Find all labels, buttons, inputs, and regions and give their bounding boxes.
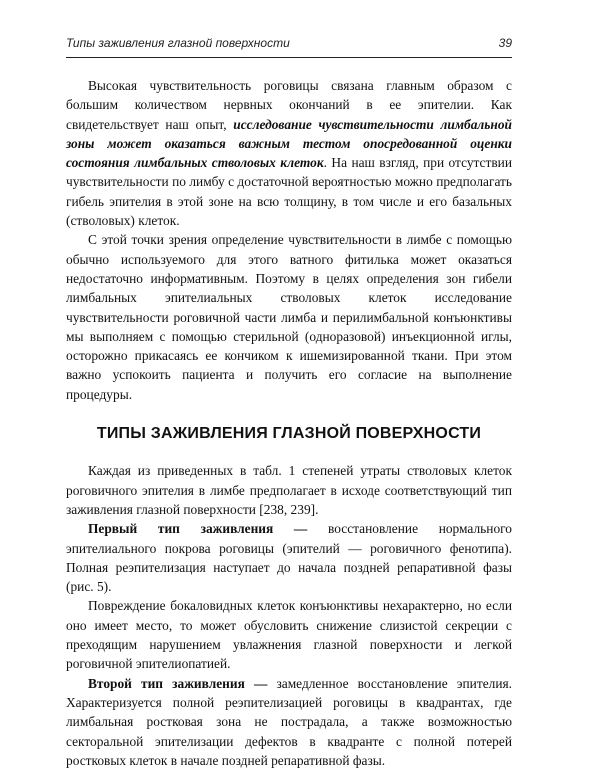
paragraph-1-text-a: Высокая чувствительность роговицы связана главным образом с большим количеством нервных окончаний в ее эпителии. Как свидетельствует наш опыт, <box>66 78 512 132</box>
paragraph-6-text: замедленное восстановление эпителия. Характеризуется полной реэпителизацией роговицы в квадрантах, где лимбальная ростковая зона не пострадала, а также возможностью секторальной эпителизации дефектов в квадранте с полной потерей ростковых клеток в начале поздней репаративной фазы. <box>66 675 512 768</box>
paragraph-6 <box>66 674 512 770</box>
paragraph-4 <box>66 519 512 596</box>
paragraph-5: Повреждение бокаловидных клеток конъюнктивы нехарактерно, но если оно имеет место, то может обусловить снижение слизистой секреции с преходящим нарушением увлажнения глазной поверхности и легкой роговичной эпителиопатией. <box>66 598 512 672</box>
paragraph-2: С этой точки зрения определение чувствительности в лимбе с помощью обычно используемого для этого ватного фитилька может оказаться недостаточно информативным. Поэтому в целях определения зон гибели лимбальных эпителиальных стволовых клеток исследование чувствительности роговичной части лимба и перилимбальной конъюнктивы мы выполняем с помощью стерильной (одноразовой) инъекционной иглы, осторожно прикасаясь ее кончиком к ишемизированной ткани. При этом важно успокоить пациента и получить его согласие на выполнение процедуры. <box>66 232 512 402</box>
paragraph-1-emphasis: исследование чувствительности лимбальной зоны может оказаться важным тестом опосредованной оценки состояния лимбальных стволовых клеток <box>66 116 512 171</box>
page-number: 39 <box>498 36 512 50</box>
paragraph-1 <box>66 76 512 230</box>
section-heading: ТИПЫ ЗАЖИВЛЕНИЯ ГЛАЗНОЙ ПОВЕРХНОСТИ <box>96 425 482 443</box>
body-text <box>66 76 512 770</box>
header-rule <box>66 57 512 58</box>
running-title: Типы заживления глазной поверхности <box>66 36 290 50</box>
paragraph-4-lead: Первый тип заживления — <box>88 521 308 537</box>
paragraph-6-lead: Второй тип заживления — <box>88 675 268 691</box>
paragraph-1-text-b: . На наш взгляд, при отсутствии чувствительности по лимбу с достаточной вероятностью можно предполагать гибель эпителия в этой зоне на всю толщину, в том числе и его базальных (стволовых) клеток. <box>66 155 512 229</box>
running-header <box>66 36 512 54</box>
paragraph-3: Каждая из приведенных в табл. 1 степеней утраты стволовых клеток роговичного эпителия в лимбе предполагает в исходе соответствующий тип заживления глазной поверхности [238, 239]. <box>66 463 512 517</box>
paragraph-4-text: восстановление нормального эпителиального покрова роговицы (эпителий — роговичного фенотипа). Полная реэпителизация наступает до начала поздней репаративной фазы (рис. 5). <box>66 521 512 595</box>
